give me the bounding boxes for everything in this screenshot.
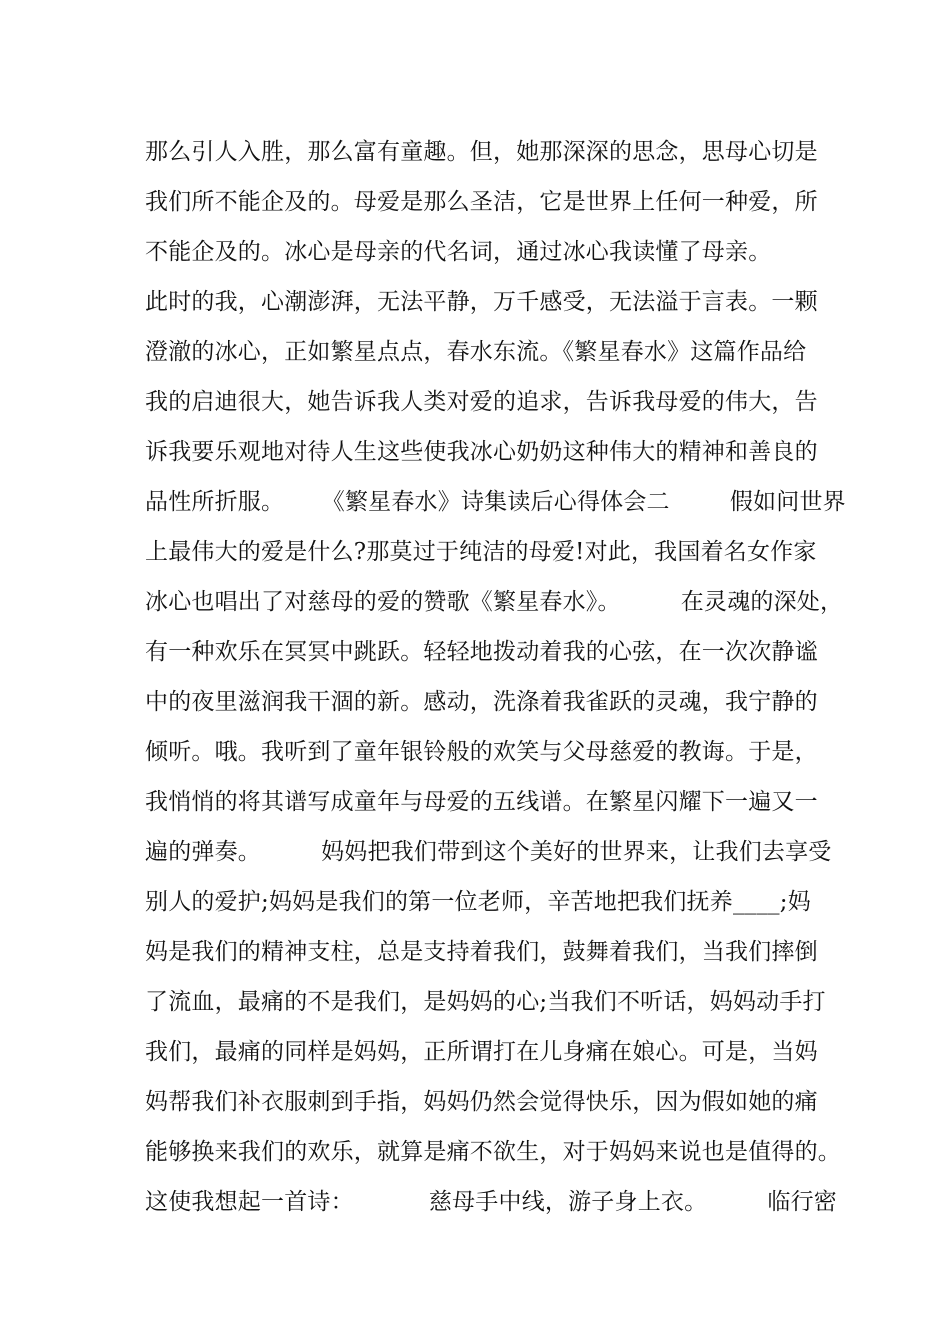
text-line: 我们，最痛的同样是妈妈，正所谓打在儿身痛在娘心。可是，当妈 (145, 1039, 818, 1065)
text-line: 我们所不能企及的。母爱是那么圣洁，它是世界上任何一种爱，所 (145, 189, 818, 215)
text-line: 有一种欢乐在冥冥中跳跃。轻轻地拨动着我的心弦，在一次次静谧 (145, 639, 818, 665)
text-line: 倾听。哦。我听到了童年银铃般的欢笑与父母慈爱的教诲。于是， (145, 739, 818, 765)
text-line: 能够换来我们的欢乐，就算是痛不欲生，对于妈妈来说也是值得的。 (145, 1139, 841, 1165)
text-line: 那么引人入胜，那么富有童趣。但，她那深深的思念，思母心切是 (145, 139, 818, 165)
text-line: 中的夜里滋润我干涸的新。感动，洗涤着我雀跃的灵魂，我宁静的 (145, 689, 818, 715)
text-line: 此时的我，心潮澎湃，无法平静，万千感受，无法溢于言表。一颗 (145, 289, 818, 315)
text-line: 别人的爱护;妈妈是我们的第一位老师，辛苦地把我们抚养____;妈 (145, 889, 811, 915)
text-line: 了流血，最痛的不是我们，是妈妈的心;当我们不听话，妈妈动手打 (145, 989, 826, 1015)
text-line: 上最伟大的爱是什么?那莫过于纯洁的母爱!对此，我国着名女作家 (145, 539, 817, 565)
text-line: 我悄悄的将其谱写成童年与母爱的五线谱。在繁星闪耀下一遍又一 (145, 789, 818, 815)
text-line: 澄澈的冰心，正如繁星点点，春水东流。《繁星春水》这篇作品给 (145, 339, 807, 365)
body-text (145, 132, 846, 1232)
text-line: 妈帮我们补衣服刺到手指，妈妈仍然会觉得快乐，因为假如她的痛 (145, 1089, 818, 1115)
text-line: 这使我想起一首诗： 慈母手中线，游子身上衣。 临行密 (145, 1189, 837, 1215)
text-line: 妈是我们的精神支柱，总是支持着我们，鼓舞着我们，当我们摔倒 (145, 939, 818, 965)
text-line: 诉我要乐观地对待人生这些使我冰心奶奶这种伟大的精神和善良的 (145, 439, 818, 465)
text-line: 我的启迪很大，她告诉我人类对爱的追求，告诉我母爱的伟大，告 (145, 389, 818, 415)
text-line: 遍的弹奏。 妈妈把我们带到这个美好的世界来，让我们去享受 (145, 839, 832, 865)
text-line: 不能企及的。冰心是母亲的代名词，通过冰心我读懂了母亲。 (145, 239, 772, 265)
text-line: 冰心也唱出了对慈母的爱的赞歌《繁星春水》。 在灵魂的深处， (145, 589, 844, 615)
text-line: 品性所折服。 《繁星春水》诗集读后心得体会二 假如问世界 (145, 489, 846, 515)
